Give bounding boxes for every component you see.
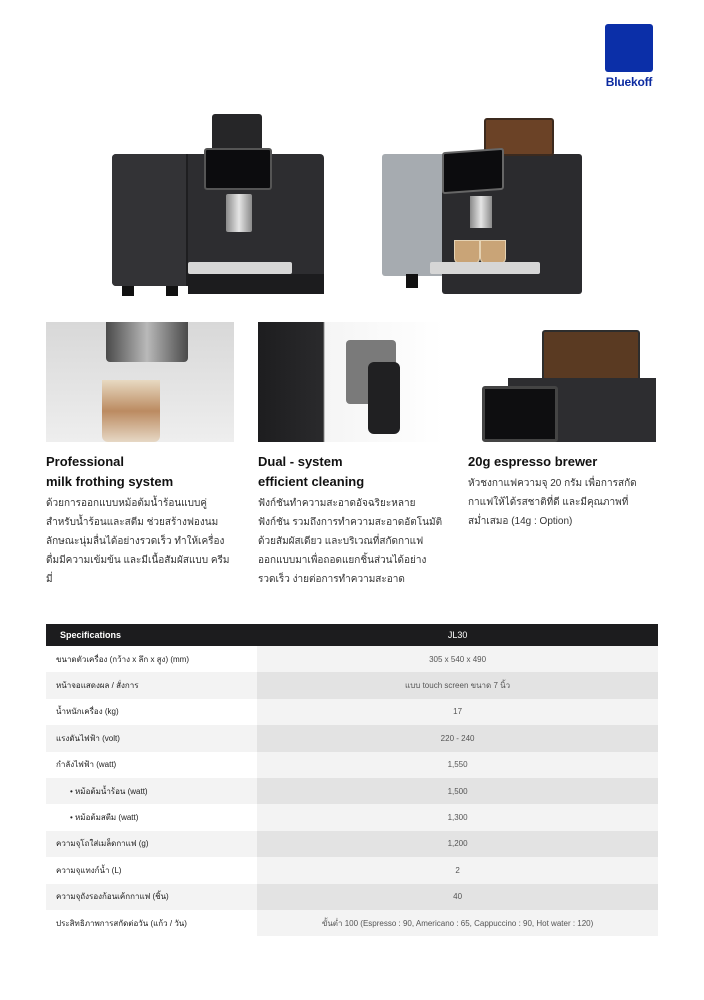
feature-body: หัวชงกาแฟความจุ 20 กรัม เพื่อการสกัด กาแฟให้ได้รสชาติที่ดี และมีคุณภาพที่ สม่ำเสมอ (14g : Option) (468, 478, 637, 527)
cleaning-system-photo (258, 322, 444, 442)
table-row (46, 831, 658, 857)
spec-table (46, 624, 658, 936)
spec-label: ความจุแทงก์น้ำ (L) (46, 857, 257, 883)
spec-value: 1,300 (257, 804, 658, 830)
spec-label: น้ำหนักเครื่อง (kg) (46, 699, 257, 725)
spec-header-label: Specifications (46, 624, 257, 646)
spec-value: 1,500 (257, 778, 658, 804)
feature-title-line1: Dual - system (258, 454, 343, 469)
spec-header-row (46, 624, 658, 646)
spec-value: 2 (257, 857, 658, 883)
spec-header-model: JL30 (257, 624, 658, 646)
feature-espresso-brewer (468, 452, 660, 531)
spec-label: แรงดันไฟฟ้า (volt) (46, 725, 257, 751)
spec-label: ความจุโถใส่เมล็ดกาแฟ (g) (46, 831, 257, 857)
table-row (46, 672, 658, 698)
spec-label: ประสิทธิภาพการสกัดต่อวัน (แก้ว / วัน) (46, 910, 257, 936)
table-row (46, 884, 658, 910)
spec-value: 1,550 (257, 752, 658, 778)
spec-label: ขนาดตัวเครื่อง (กว้าง x ลึก x สูง) (mm) (46, 646, 257, 672)
feature-cleaning (258, 452, 448, 589)
spec-value: 1,200 (257, 831, 658, 857)
table-row (46, 725, 658, 751)
spec-value: 17 (257, 699, 658, 725)
table-row (46, 910, 658, 936)
machine-black-image (112, 114, 326, 300)
brand-name: Bluekoff (605, 75, 653, 89)
feature-milk-frothing (46, 452, 236, 589)
spec-value: ขั้นต่ำ 100 (Espresso : 90, Americano : 65, Cappuccino : 90, Hot water : 120) (257, 910, 658, 936)
spec-value: แบบ touch screen ขนาด 7 นิ้ว (257, 672, 658, 698)
table-row (46, 646, 658, 672)
table-row (46, 778, 658, 804)
table-row (46, 752, 658, 778)
spec-body (46, 646, 658, 936)
feature-title-line1: Professional (46, 454, 125, 469)
spec-value: 220 - 240 (257, 725, 658, 751)
feature-body: ด้วยการออกแบบหม้อต้มน้ำร้อนแบบคู่ สำหรับน้ำร้อนและสตีม ช่วยสร้างฟองนม ลักษณะนุ่มลื่นได้อย่างรวดเร็ว ทำให้เครื่อง ดื่มมีความเข้มข้น และมีเนื้อสัมผัสแบบ ครีมมี่ (46, 498, 230, 585)
feature-title-line1: 20g espresso brewer (468, 454, 598, 469)
spec-value: 305 x 540 x 490 (257, 646, 658, 672)
table-row (46, 699, 658, 725)
table-row (46, 804, 658, 830)
spec-label: กำลังไฟฟ้า (watt) (46, 752, 257, 778)
spec-label: หน้าจอแสดงผล / สั่งการ (46, 672, 257, 698)
machine-grey-image (382, 118, 586, 300)
spec-label: • หม้อต้มสตีม (watt) (46, 804, 257, 830)
feature-title-line2: milk frothing system (46, 474, 174, 489)
milk-frothing-photo (46, 322, 234, 442)
table-row (46, 857, 658, 883)
espresso-brewer-photo (468, 322, 656, 442)
spec-label: ความจุถังรองก้อนเค้กกาแฟ (ชิ้น) (46, 884, 257, 910)
spec-value: 40 (257, 884, 658, 910)
logo-square-icon (605, 24, 653, 72)
brand-logo (598, 24, 660, 89)
feature-title-line2: efficient cleaning (258, 474, 365, 489)
feature-body: ฟังก์ชันทำความสะอาดอัจฉริยะหลาย ฟังก์ชัน รวมถึงการทำความสะอาดอัตโนมัติ ด้วยสัมผัสเดียว และบริเวณที่สกัดกาแฟ ออกแบบมาเพื่อถอดแยกชิ้นส่วนได้อย่าง รวดเร็ว ง่ายต่อการทำความสะอาด (258, 498, 443, 585)
spec-label: • หม้อต้มน้ำร้อน (watt) (46, 778, 257, 804)
